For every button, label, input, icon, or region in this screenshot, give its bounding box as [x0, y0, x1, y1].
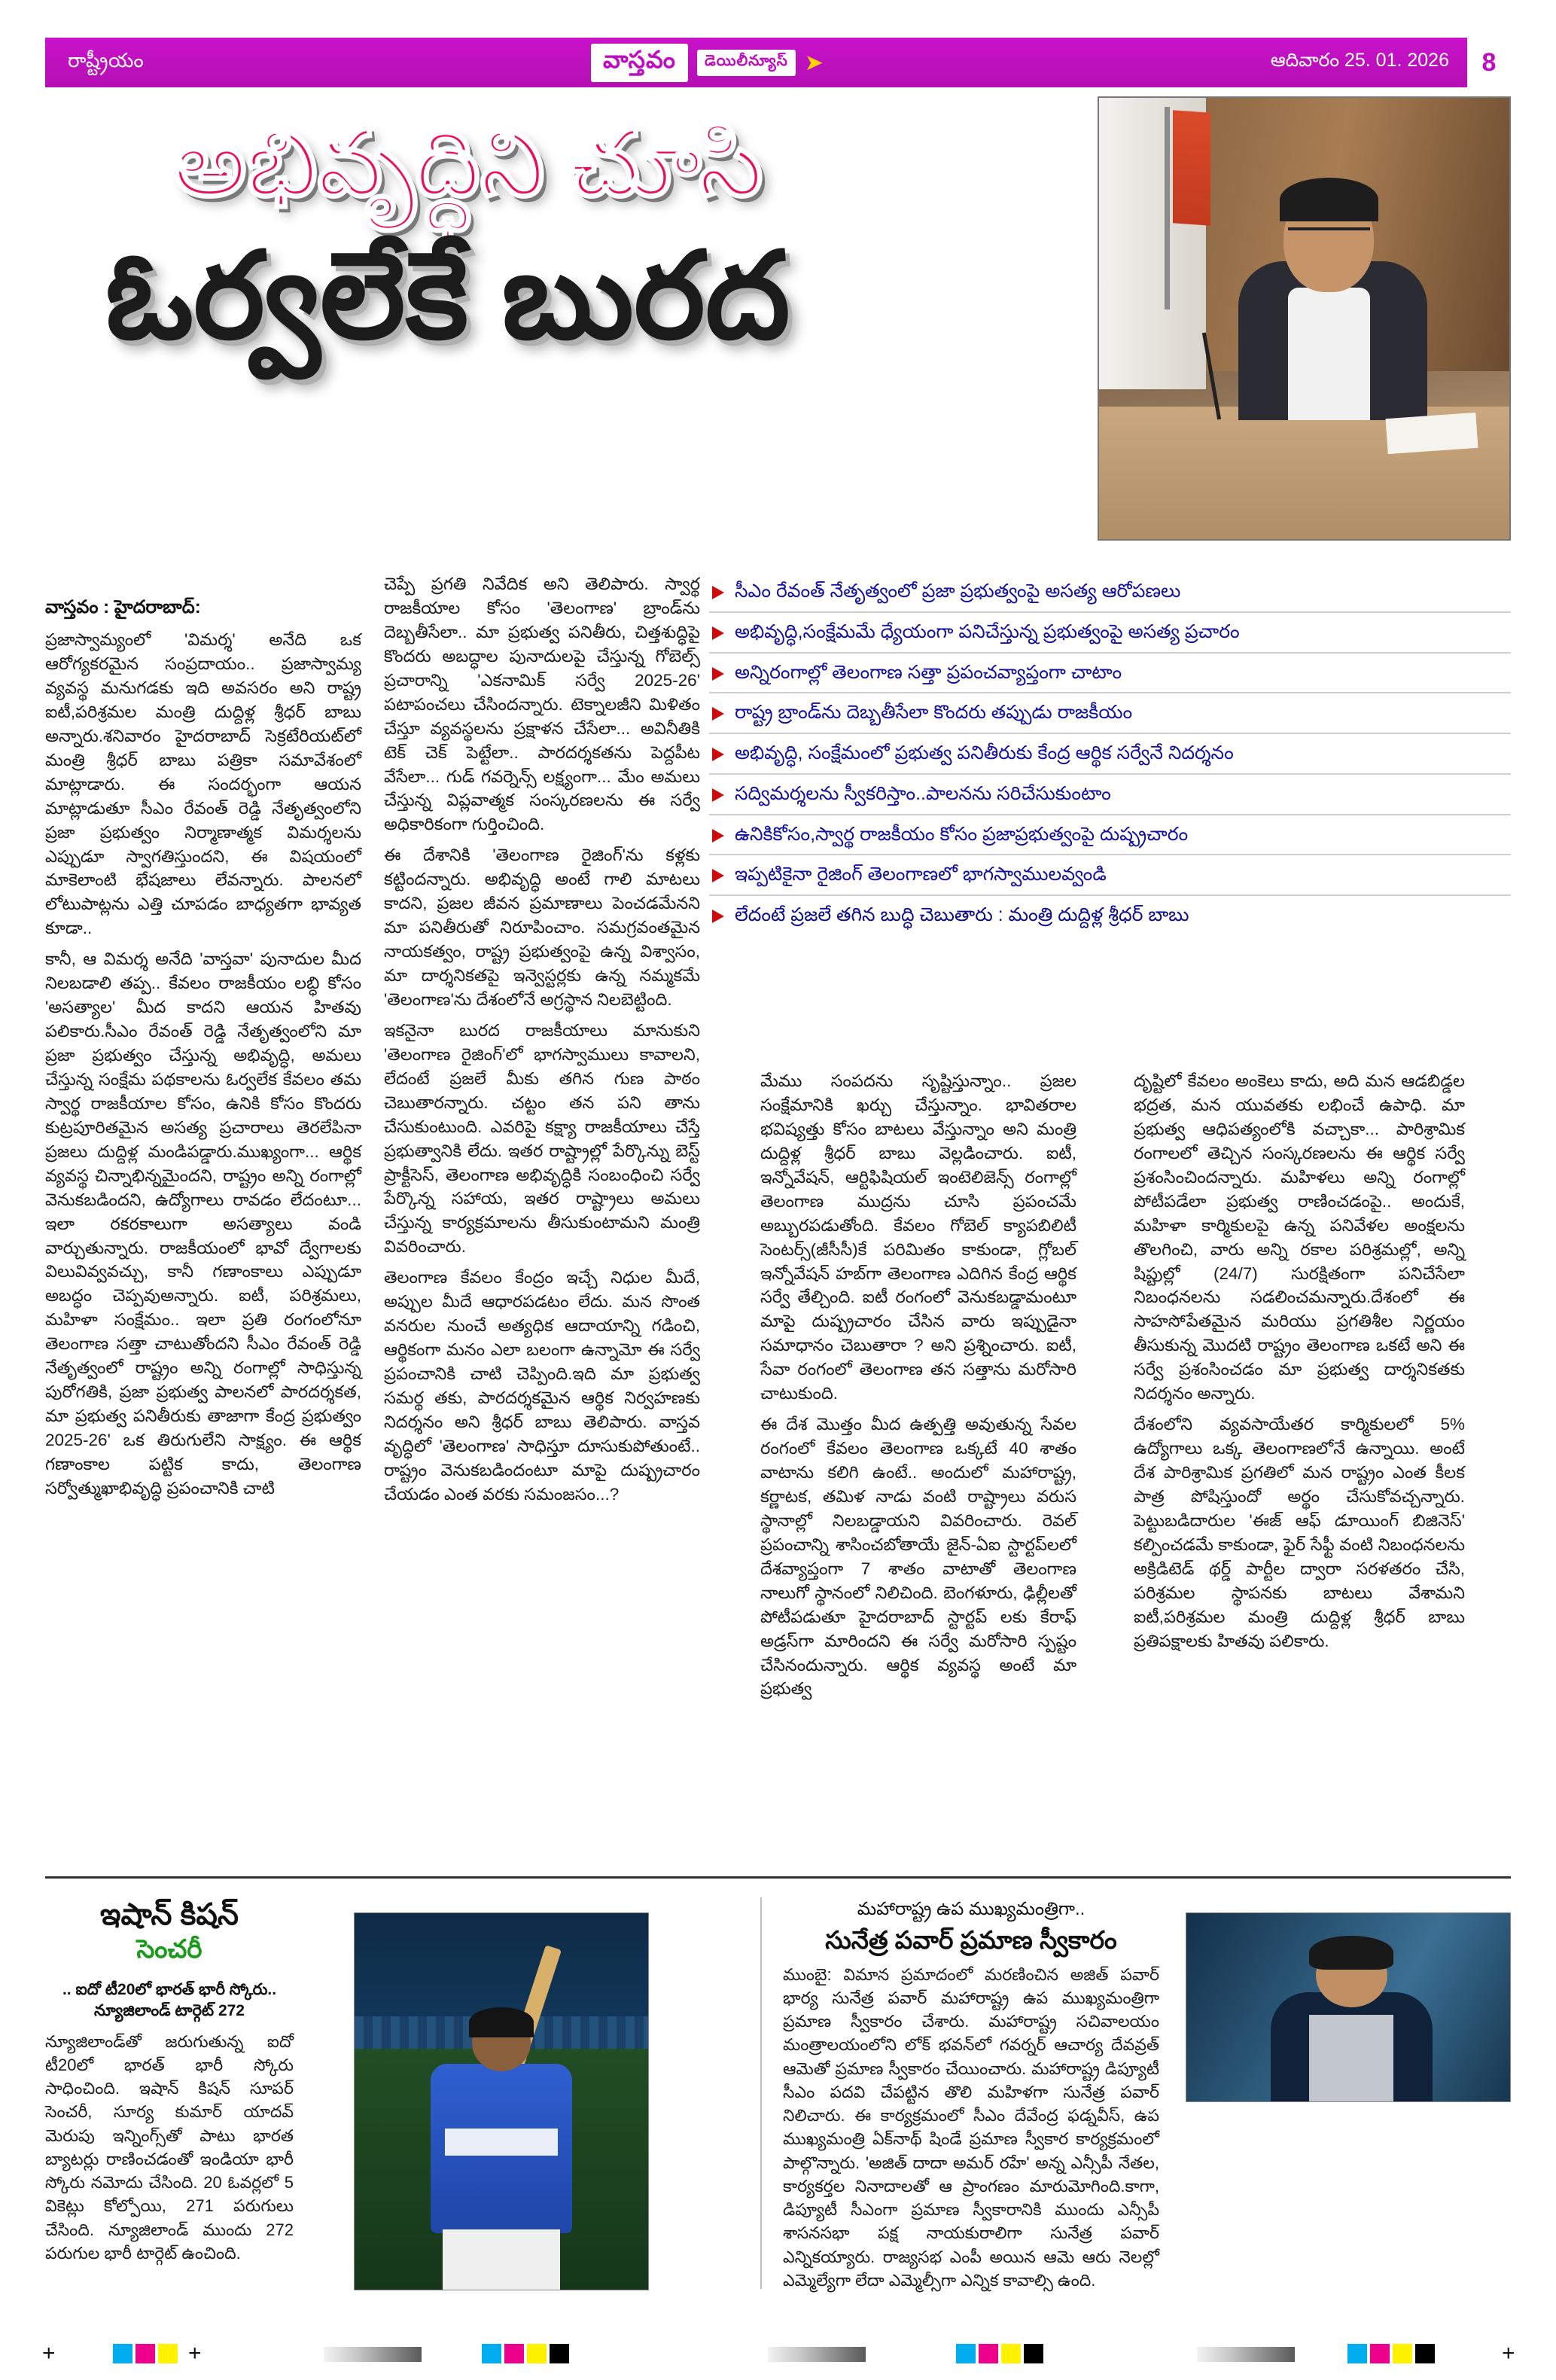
color-swatch-cyan: [482, 2344, 501, 2363]
maharashtra-headline: సునేత్ర పవార్ ప్రమాణ స్వీకారం: [825, 1926, 1117, 1955]
maharashtra-kicker: మహారాష్ట్ర ఉప ముఖ్యమంత్రిగా..: [857, 1899, 1086, 1919]
byline: వాస్తవం : హైదరాబాద్:: [45, 597, 201, 617]
paragraph: దేశంలోని వ్యవసాయేతర కార్మికులలో 5% ఉద్యోగాలు ఒక్క తెలంగాణలోనే ఉన్నాయి. అంటే దేశ పారిశ్రామిక ప్రగతిలో మన రాష్ట్రం ఎంత కీలక పాత్ర పోషిస్తుందో అర్థం చేసుకోవచ్చన్నారు. పెట్టుబడిదారుల 'ఈజ్ ఆఫ్ డూయింగ్ బిజినెస్' కల్పించడమే కాకుండా, ఫైర్ సేఫ్టీ వంటి నిబంధనలను అక్రిడిటెడ్ థర్డ్ పార్టీల ద్వారా సరళతరం చేసి, పరిశ్రమల స్థాపనకు బాటలు వేశామని ఐటీ,పరిశ్రమల మంత్రి దుద్దిళ్ల శ్రీధర్ బాబు ప్రతిపక్షాలకు హితవు పలికారు.: [1134, 1415, 1465, 1650]
color-swatch-yellow: [527, 2344, 547, 2363]
page-number: 8: [1467, 38, 1511, 87]
bullet-text: సీఎం రేవంత్ నేతృత్వంలో ప్రజా ప్రభుత్వంపై అసత్య ఆరోపణలు: [735, 581, 1181, 602]
paragraph: ఈ దేశానికి 'తెలంగాణ రైజింగ్'ను కళ్లకు కట్టిందన్నారు. అభివృద్ధి అంటే గాలి మాటలు కాదని, ప్రజల జీవన ప్రమాణాలు పెంచడమేనని మా పనితీరుతో నిరూపించాం. సమగ్రవంతమైన నాయకత్వం, రాష్ట్ర ప్రభుత్వంపై ఉన్న విశ్వాసం, మా దార్శనికతపై ఇన్వెస్టర్లకు ఉన్న నమ్మకమే 'తెలంగాణ'ను దేశంలోనే అగ్రస్థాన నిలబెట్టింది.: [384, 846, 700, 1009]
bullet-item: [709, 613, 1511, 654]
paragraph: ఇకనైనా బురద రాజకీయాలు మానుకుని 'తెలంగాణ రైజింగ్'లో భాగస్వాములు కావాలని, లేదంటే ప్రజలే మీకు తగిన గుణ పాఠం చెబుతారన్నారు. చట్టం తన పని తాను చేసుకుంటుంది. ఎవరిపై కక్ష్యా రాజకీయాలు చేస్తే ప్రభుత్వానికి లేదు. ఇతర రాష్ట్రాల్లో పేర్కొన్ను బెస్ట్ ప్రాక్టీసెస్, తెలంగాణ అభివృద్ధికి సంబంధించి సర్వే పేర్కొన్న సహాయ, ఇతర రాష్ట్రాలు అమలు చేస్తున్న కార్యక్రమాలను తీసుకుంటామని మంత్రి వివరించారు.: [384, 1020, 700, 1257]
bullet-text: రాష్ట్ర బ్రాండ్‌ను దెబ్బతీసేలా కొందరు తప్పుడు రాజకీయం: [735, 702, 1133, 724]
bullet-arrow-icon: [712, 748, 724, 761]
photo-person-hair: [1309, 1936, 1393, 1970]
bullet-arrow-icon: [712, 788, 724, 802]
gray-scale-bar: [324, 2347, 422, 2362]
color-swatch-magenta: [1370, 2344, 1390, 2363]
bullet-arrow-icon: [712, 586, 724, 599]
section-label: రాష్ట్రీయం: [68, 48, 145, 72]
bullet-text: ఉనికికోసం,స్వార్థ రాజకీయం కోసం ప్రజాప్రభుత్వంపై దుష్ప్రచారం: [735, 823, 1189, 845]
color-swatch-black: [1024, 2344, 1043, 2363]
article-column-4: [1134, 1069, 1465, 1660]
masthead-right: [1271, 38, 1511, 87]
logo-subtext: డెయిలీన్యూస్: [697, 50, 796, 76]
sunetra-pawar-photo: [1186, 1912, 1511, 2102]
column-divider: [760, 1897, 762, 2289]
bullet-item: [709, 693, 1511, 734]
bullet-item: [709, 572, 1511, 613]
bullet-item: [709, 654, 1511, 694]
article-column-2: [384, 572, 700, 1513]
bullet-arrow-icon: [712, 667, 724, 681]
maharashtra-story-head: [783, 1897, 1159, 2292]
paragraph: ప్రజాస్వామ్యంలో 'విమర్శ' అనేది ఒక ఆరోగ్యకరమైన సంప్రదాయం.. ప్రజాస్వామ్య వ్యవస్థ మనుగడకు ఇది అవసరం అని రాష్ట్ర ఐటీ,పరిశ్రమల మంత్రి దుద్దిళ్ల శ్రీధర్ బాబు అన్నారు.శనివారం హైదరాబాద్ సెక్రటేరియట్‌లో మంత్రి శ్రీధర్ బాబు పత్రికా సమావేశంలో మాట్లాడారు. ఈ సందర్భంగా ఆయన మాట్లాడుతూ సీఎం రేవంత్ రెడ్డి నేతృత్వంలోని ప్రజా ప్రభుత్వం నిర్మాణాత్మక విమర్శలను ఎప్పుడూ స్వాగతిస్తుందని, ఈ విషయంలో మాకెలాంటి భేషజాలు లేవన్నారు. పాలనలో లోటుపాట్లను ఎత్తి చూపడం బాధ్యతగా భావ్యత కూడా..: [45, 630, 361, 938]
paragraph: ఈ దేశ మొత్తం మీద ఉత్పత్తి అవుతున్న సేవల రంగంలో కేవలం తెలంగాణ ఒక్కటే 40 శాతం వాటాను కలిగి ఉంటే.. అందులో మహారాష్ట్ర, కర్ణాటక, తమిళ నాడు వంటి రాష్ట్రాలు వరుస స్థానాల్లో నిలబడ్డాయని వివరించారు. రెవల్ ప్రపంచాన్ని శాసించబోతాయే జైన్-ఏఐ స్టార్టప్‌లలో దేశవ్యాప్తంగా 7 శాతం వాటాతో తెలంగాణ నాలుగో స్థానంలో నిలిచింది. బెంగళూరు, ఢిల్లీలతో పోటీపడుతూ హైదరాబాద్ స్టార్టప్ లకు కేరాఫ్ అడ్రస్‌గా మారిందని ఈ సర్వే మరోసారి స్పష్టం చేసినందున్నారు. ఆర్థిక వ్యవస్థ అంటే మా ప్రభుత్వ: [760, 1415, 1076, 1699]
color-swatch-cyan: [113, 2344, 132, 2363]
paragraph: మేము సంపదను సృష్టిస్తున్నాం.. ప్రజల సంక్షేమానికి ఖర్చు చేస్తున్నాం. భావితరాల భవిష్యత్తు కోసం బాటలు వేస్తున్నాం అని మంత్రి దుద్దిళ్ల శ్రీధర్ బాబు వెల్లడించారు. ఐటీ, ఇన్నోవేషన్, ఆర్టిఫిషియల్ ఇంటెలిజెన్స్ రంగాల్లో తెలంగాణ ముద్రను చూసి ప్రపంచమే అబ్బురపడుతోంది. కేవలం గోబెల్ క్యాపబిలిటీ సెంటర్స్(జీసీసీ)కే పరిమితం కాకుండా, గ్లోబల్ ఇన్నోవేషన్ హబ్‌గా తెలంగాణ ఎదిగిన కేంద్ర ఆర్థిక సర్వే తేల్చింది. ఐటీ రంగంలో వెనుకబడ్డామంటూ మాపై దుష్ప్రచారం చేసిన వారు ఇప్పుడైనా సమాధానం చెబుతారా ? అని ప్రశ్నించారు. ఐటీ, సేవా రంగంలో తెలంగాణ తన సత్తాను మరోసారి చాటుకుంది.: [760, 1071, 1076, 1403]
publication-date: ఆదివారం 25. 01. 2026: [1270, 49, 1449, 71]
bullet-item: [709, 896, 1511, 935]
photo-flagpole: [1165, 107, 1170, 310]
bullet-item: [709, 855, 1511, 896]
color-swatch-yellow: [1001, 2344, 1021, 2363]
color-swatch-cyan: [1347, 2344, 1367, 2363]
masthead: [45, 38, 1511, 87]
cricket-photo: [354, 1912, 649, 2290]
article-column-3: [760, 1069, 1076, 1708]
bullet-text: అన్నిరంగాల్లో తెలంగాణ సత్తా ప్రపంచవ్యాప్తంగా చాటాం: [735, 661, 1122, 683]
hero-headline: [45, 98, 1084, 550]
color-swatch-magenta: [504, 2344, 524, 2363]
registration-mark-icon: +: [1502, 2341, 1515, 2366]
gray-scale-bar: [768, 2347, 866, 2362]
photo-documents: [1385, 413, 1478, 454]
cricket-headline: ఇషాన్ కిషన్: [99, 1898, 239, 1931]
paragraph: దృష్టిలో కేవలం అంకెలు కాదు, అది మన ఆడబిడ్డల భద్రత, మన యువతకు లభించే ఉపాధి. మా ప్రభుత్వ ఆధిపత్యంలోకి వచ్చాకా... పారిశ్రామిక రంగాలలో తెచ్చిన సంస్కరణలను ఈ ఆర్థిక సర్వే ప్రశంసించిందన్నారు. మహిళలు అన్ని రంగాల్లో పోటీపడేలా ప్రభుత్వ రాణించడంపై.. అందుకే, మహిళా కార్మికులపై ఉన్న పనివేళల అంక్షలను తొలగించి, వారు అన్ని రకాల పరిశ్రమల్లో, అన్ని షిప్టుల్లో (24/7) సురక్షితంగా పనిచేసేలా నిబంధనలను సడలించమన్నారు.దేశంలో ఈ సాహసోపేతమైన మరియు ప్రగతిశీల నిర్ణయం తీసుకున్న మొదటి రాష్ట్రం తెలంగాణ ఒకటే అని ఈ సర్వే ప్రశంసించడం మా ప్రభుత్వ దార్శనికతకు నిదర్శనం అన్నారు.: [1134, 1071, 1465, 1403]
paragraph: కానీ, ఆ విమర్శ అనేది 'వాస్తవా' పునాదుల మీద నిలబడాలి తప్ప.. కేవలం రాజకీయం లబ్ధి కోసం 'అసత్యాల' మీద కాదని ఆయన హితవు పలికారు.సీఎం రేవంత్ రెడ్డి నేతృత్వంలోని మా ప్రజా ప్రభుత్వం చేస్తున్న అభివృద్ధి, అమలు చేస్తున్న సంక్షేమ పథకాలను ఓర్వలేక కేవలం తమ స్వార్థ రాజకీయాల కోసం, ఉనికి కోసం కొందరు కుట్రపూరితమైన అసత్య ప్రచారాలు తెరలేపినా ప్రజలు దుద్దిళ్ల మండిపడ్డారు.ముఖ్యంగా... ఆర్థిక వ్యవస్థ చిన్నాభిన్నమైందని, రాష్ట్రం అన్ని రంగాల్లో వెనుకబడిందని, ఉద్యోగాలు రావడం లేదంటూ... ఇలా రకరకాలుగా అసత్యాలు వండి వార్చుతున్నారు. రాజకీయంలో భావో ద్వేగాలకు విలువివ్వవచ్చు, కానీ గణాంకాలు ఎప్పుడూ అబద్ధం చెప్పవుఅన్నారు. ఐటీ, పరిశ్రమలు, మహిళా సంక్షేమం.. ఇలా ప్రతి రంగంలోనూ తెలంగాణ సత్తా చాటుతోందని సీఎం రేవంత్ రెడ్డి నేతృత్వంలో రాష్ట్రం అన్ని రంగాల్లో సాధిస్తున్న పురోగతికి, ప్రజా ప్రభుత్వ పాలనలో పారదర్శకత, మా ప్రభుత్వ పనితీరుకు తాజాగా కేంద్ర ప్రభుత్వం 2025-26' ఒక తిరుగులేని సాక్ష్యం. ఈ ఆర్థిక గణాంకాల పట్టిక కాదు, తెలంగాణ సర్వోత్ముఖాభివృద్ధి ప్రపంచానికి చాటి: [45, 949, 361, 1498]
color-swatch-magenta: [979, 2344, 998, 2363]
registration-mark-icon: +: [188, 2341, 202, 2366]
section-divider: [45, 1876, 1511, 1879]
player-hair: [469, 2007, 534, 2037]
bullet-arrow-icon: [712, 869, 724, 882]
print-registration-marks: [0, 2341, 1556, 2366]
color-swatch-cyan: [956, 2344, 976, 2363]
registration-mark-icon: +: [42, 2341, 56, 2366]
minister-press-meet-photo: [1098, 96, 1511, 541]
cricket-story: [45, 1897, 294, 2265]
photo-flag: [1173, 110, 1210, 225]
color-swatch-magenta: [136, 2344, 155, 2363]
bullet-text: ఇప్పటికైనా రైజింగ్ తెలంగాణలో భాగస్వాములవ్వండి: [735, 864, 1107, 885]
bullet-text: సద్విమర్శలను స్వీకరిస్తాం..పాలనను సరిచేసుకుంటాం: [735, 782, 1111, 804]
photo-person-shirt: [1288, 288, 1370, 420]
bullet-item: [709, 775, 1511, 815]
player-pads: [443, 2229, 560, 2290]
cricket-body: న్యూజిలాండ్‌తో జరుగుతున్న ఐదో టీ20లో భారత్ భారీ స్కోరు సాధించింది. ఇషాన్ కిషన్ సూపర్ సెంచరీ, సూర్య కుమార్ యాదవ్ మెరుపు ఇన్నింగ్స్‌తో పాటు భారత బ్యాటర్లు రాణించడంతో ఇండియా భారీ స్కోరు నమోదు చేసింది. 20 ఓవర్లలో 5 వికెట్లు కోల్పోయి, 271 పరుగులు చేసింది. న్యూజిలాండ్ ముందు 272 పరుగుల భారీ టార్గెట్ ఉంచింది.: [45, 2031, 294, 2263]
maharashtra-body: ముంబై: విమాన ప్రమాదంలో మరణించిన అజిత్ పవార్ భార్య సునేత్ర పవార్ మహారాష్ట్ర ఉప ముఖ్యమంత్రిగా ప్రమాణ స్వీకారం చేశారు. మహారాష్ట్ర సచివాలయం మంత్రాలయంలోని లోక్ భవన్‌లో గవర్నర్ ఆచార్య దేవవ్రత్ ఆమెతో ప్రమాణ స్వీకారం చేయించారు. మహారాష్ట్ర డిప్యూటీ సీఎం పదవి చేపట్టిన తొలి మహిళగా సునేత్ర పవార్ నిలిచారు. ఈ కార్యక్రమంలో సీఎం దేవేంద్ర ఫడ్నవీస్, ఉప ముఖ్యమంత్రి ఏక్‌నాథ్ షిండే ప్రమాణ స్వీకార కార్యక్రమంలో పాల్గొన్నారు. 'అజిత్ దాదా అమర్ రహే' అన్న ఎన్సీపీ నేతల, కార్యకర్తల నినాదాలతో ఆ ప్రాంగణం మారుమోగింది.కాగా, డిప్యూటీ సీఎంగా ప్రమాణ స్వీకారానికి ముందు ఎన్సీపీ శాసనసభా పక్ష నాయకురాలిగా సునేత్ర పవార్ ఎన్నికయ్యారు. రాజ్యసభ ఎంపీ అయిన ఆమె ఆరు నెలల్లో ఎమ్మెల్యేగా లేదా ఎమ్మెల్సీగా ఎన్నిక కావాల్సి ఉంది.: [783, 1964, 1159, 2290]
color-swatch-yellow: [158, 2344, 178, 2363]
color-swatch-yellow: [1393, 2344, 1412, 2363]
cricket-subheadline: సెంచరీ: [136, 1935, 202, 1964]
bullet-item: [709, 815, 1511, 856]
glasses-icon: [1288, 227, 1370, 248]
bullet-text: అభివృద్ధి,సంక్షేమమే ధ్యేయంగా పనిచేస్తున్న ప్రభుత్వంపై అసత్య ప్రచారం: [735, 620, 1240, 642]
color-swatch-black: [550, 2344, 569, 2363]
headline-line-2: ఓర్వలేకే బురద: [105, 228, 790, 363]
bullet-text: లేదంటే ప్రజలే తగిన బుద్ధి చెబుతారు : మంత్రి దుద్దిళ్ల శ్రీధర్ బాబు: [735, 904, 1189, 925]
color-swatch-black: [1415, 2344, 1435, 2363]
bullet-arrow-icon: [712, 707, 724, 721]
masthead-logo: [591, 44, 824, 82]
photo-person-hair: [1280, 178, 1378, 222]
paragraph: తెలంగాణ కేవలం కేంద్రం ఇచ్చే నిధుల మీదే, అప్పుల మీదే ఆధారపడటం లేదు. మన సొంత వనరుల నుంచే అత్యధిక ఆదాయాన్ని గడించి, ఆర్థికంగా మనం ఎలా బలంగా ఉన్నామో ఈ సర్వే ప్రపంచానికి చాటి చెప్పింది.ఇది మా ప్రభుత్వ సమర్థ తకు, పారదర్శకమైన ఆర్థిక నిర్వహణకు నిదర్శనం అని శ్రీధర్ బాబు తెలిపారు. వాస్తవ వృద్ధిలో 'తెలంగాణ' సాధిస్తూ దూసుకుపోతుంటే.. రాష్ట్రం వెనుకబడిందంటూ మాపై దుష్ప్రచారం చేయడం ఎంత వరకు సమంజసం...?: [384, 1268, 700, 1504]
player-jersey: [431, 2064, 571, 2233]
cricket-kicker: .. ఐదో టీ20లో భారత్ భారీ స్కోరు.. న్యూజిలాండ్ టార్గెట్ 272: [62, 1981, 277, 2020]
article-column-1: [45, 595, 361, 1507]
paragraph: చెప్పే ప్రగతి నివేదిక అని తెలిపారు. స్వార్థ రాజకీయాల కోసం 'తెలంగాణ' బ్రాండ్‌ను దెబ్బతీసేలా.. మా ప్రభుత్వ పనితీరు, చిత్తశుద్ధిపై కొందరు అబద్ధాల పునాదులపై చేస్తున్న గోబెల్స్ ప్రచారాన్ని 'ఎకనామిక్ సర్వే 2025-26' పటాపంచలు చేసిందన్నారు. టెక్నాలజీని మిళితం చేస్తూ వ్యవస్థలను ప్రక్షాళన చేసేలా... అవినీతికి టెక్ చెక్ పెట్టేలా.. పారదర్శకతను పెద్దపీట వేసేలా... గుడ్ గవర్నెన్స్ లక్ష్యంగా... మేం అమలు చేస్తున్న విప్లవాత్మక సంస్కరణలను ఈ సర్వే అధికారికంగా గుర్తించింది.: [384, 574, 700, 834]
logo-text: వాస్తవం: [591, 44, 688, 82]
bullet-arrow-icon: [712, 829, 724, 843]
gray-scale-bar: [1197, 2347, 1295, 2362]
highlight-bullet-list: [709, 572, 1511, 935]
bird-icon: ➤: [804, 50, 824, 75]
bullet-arrow-icon: [712, 626, 724, 640]
bullet-arrow-icon: [712, 910, 724, 923]
photo-person-scarf: [1309, 2015, 1393, 2101]
bullet-item: [709, 734, 1511, 775]
headline-line-1: అభివృద్ధిని చూసి: [173, 112, 763, 215]
bullet-text: అభివృద్ధి, సంక్షేమంలో ప్రభుత్వ పనితీరుకు కేంద్ర ఆర్థిక సర్వేనే నిదర్శనం: [735, 742, 1234, 763]
